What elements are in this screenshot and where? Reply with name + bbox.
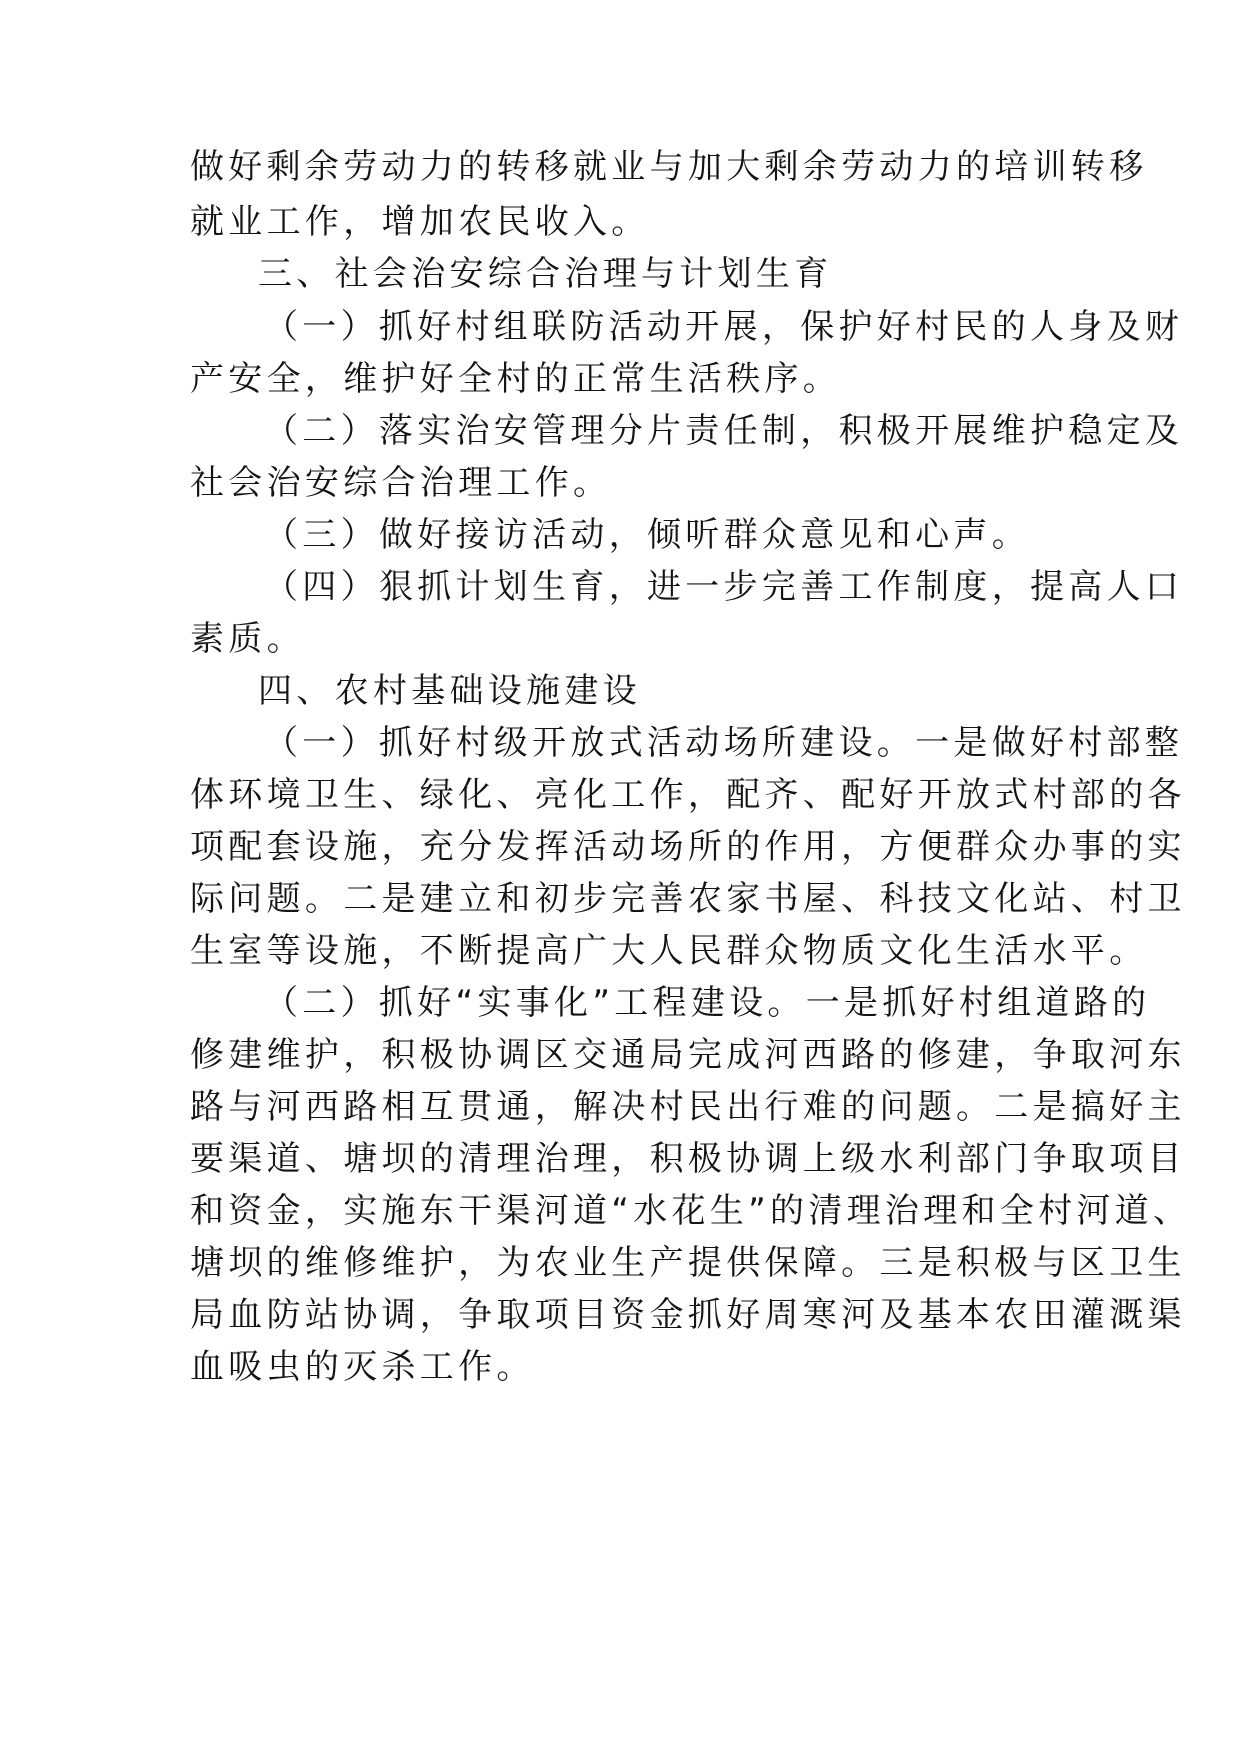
body-text-line: （二）抓好“实事化”工程建设。一是抓好村组道路的 [264,983,1151,1023]
body-text-line: 路与河西路相互贯通，解决村民出行难的问题。二是搞好主 [190,1087,1186,1127]
body-text-line: 要渠道、塘坝的清理治理，积极协调上级水利部门争取项目 [190,1139,1186,1179]
section-heading-4: 四、农村基础设施建设 [258,671,641,711]
body-text-line: 素质。 [190,619,305,659]
body-text-line: 做好剩余劳动力的转移就业与加大剩余劳动力的培训转移 [190,147,1148,187]
body-text-line: 就业工作，增加农民收入。 [190,202,650,242]
body-text-line: 局血防站协调，争取项目资金抓好周寒河及基本农田灌溉渠 [190,1295,1186,1335]
body-text-line: （三）做好接访活动，倾听群众意见和心声。 [264,515,1030,555]
body-text-line: 社会治安综合治理工作。 [190,463,612,503]
section-heading-3: 三、社会治安综合治理与计划生育 [258,254,833,294]
body-text-line: 体环境卫生、绿化、亮化工作，配齐、配好开放式村部的各 [190,775,1186,815]
body-text-line: 际问题。二是建立和初步完善农家书屋、科技文化站、村卫 [190,879,1186,919]
body-text-line: 和资金，实施东干渠河道“水花生”的清理治理和全村河道、 [190,1191,1192,1231]
body-text-line: 产安全，维护好全村的正常生活秩序。 [190,359,842,399]
body-text-line: （一）抓好村级开放式活动场所建设。一是做好村部整 [264,723,1184,763]
body-text-line: 血吸虫的灭杀工作。 [190,1347,535,1387]
body-text-line: 塘坝的维修维护，为农业生产提供保障。三是积极与区卫生 [190,1243,1186,1283]
body-text-line: 修建维护，积极协调区交通局完成河西路的修建，争取河东 [190,1035,1186,1075]
body-text-line: 项配套设施，充分发挥活动场所的作用，方便群众办事的实 [190,827,1186,867]
body-text-line: （四）狠抓计划生育，进一步完善工作制度，提高人口 [264,567,1184,607]
body-text-line: 生室等设施，不断提高广大人民群众物质文化生活水平。 [190,931,1148,971]
body-text-line: （二）落实治安管理分片责任制，积极开展维护稳定及 [264,411,1184,451]
body-text-line: （一）抓好村组联防活动开展，保护好村民的人身及财 [264,307,1184,347]
